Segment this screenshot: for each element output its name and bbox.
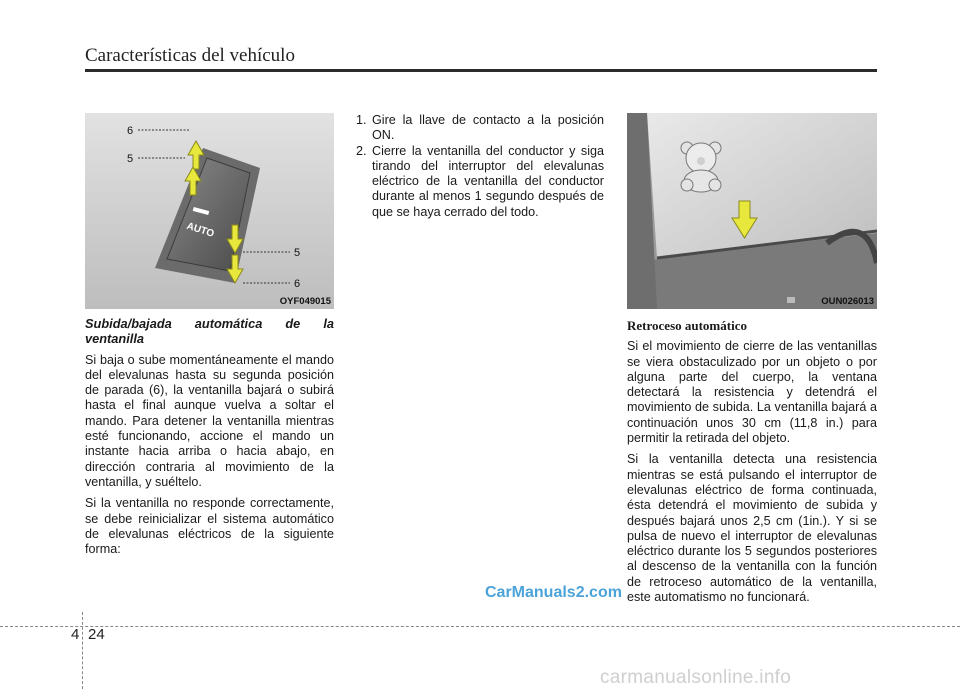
- label-5-bottom: 5: [294, 247, 301, 259]
- reset-steps-list: [356, 113, 604, 220]
- footer-rule: [0, 626, 960, 627]
- section-number: 4: [71, 626, 80, 643]
- window-switch-illustration: [85, 113, 334, 309]
- watermark-link[interactable]: CarManuals2.com: [485, 584, 622, 601]
- step-number: 2.: [356, 143, 367, 158]
- page-number: 24: [88, 626, 105, 643]
- auto-window-subhead: Subida/bajada automática de la ventanilla: [85, 316, 334, 347]
- auto-window-paragraph-1: Si baja o sube momentáneamente el mando del elevalunas hasta su segunda posición de parada (6), la ventanilla bajará o subirá hasta el final aunque vuelva a soltar el mando. Para detener la ventanilla mientras esté funcionando, accione el mando un instante hacia arriba o hacia abajo, en dirección contraria al movimiento de la ventanilla, y suéltelo.: [85, 352, 334, 489]
- figure-code-right: OUN026013: [821, 296, 874, 307]
- auto-reverse-paragraph-1: Si el movimiento de cierre de las ventanillas se viera obstaculizado por un objeto o por alguna parte del cuerpo, la ventana detectará la resistencia y detendrá el movimiento de subida. La ventanilla bajará a continuación unos 30 cm (11,8 in.) para permitir la retirada del objeto.: [627, 339, 877, 446]
- label-6-bottom: 6: [294, 278, 301, 290]
- step-number: 1.: [356, 113, 367, 127]
- header-rule: [85, 69, 877, 72]
- label-5-top: 5: [127, 153, 134, 165]
- car-window-illustration: [627, 113, 877, 309]
- bottom-brand-watermark: carmanualsonline.info: [600, 667, 792, 688]
- auto-reverse-figure: [627, 113, 877, 309]
- left-column: [85, 316, 334, 563]
- figure-code-left: OYF049015: [279, 296, 331, 307]
- auto-reverse-subhead: Retroceso automático: [627, 318, 747, 333]
- step-text: Gire la llave de contacto a la posición ON.: [372, 113, 604, 143]
- page-header-title: Características del vehículo: [85, 45, 295, 66]
- right-column: [627, 318, 877, 611]
- auto-window-paragraph-2: Si la ventanilla no responde correctamente, se debe reinicializar el sistema automático de elevalunas eléctricos de la siguiente forma:: [85, 496, 334, 557]
- label-6-top: 6: [127, 125, 134, 137]
- step-text: Cierre la ventanilla del conductor y siga tirando del interruptor del elevalunas eléctrico de la ventanilla del conductor durante al menos 1 segundo después de que se haya cerrado del todo.: [372, 143, 604, 219]
- list-item: [356, 144, 604, 220]
- footer-divider: [82, 612, 83, 689]
- middle-column: [356, 113, 604, 220]
- window-switch-figure: [85, 113, 334, 309]
- auto-reverse-paragraph-2: Si la ventanilla detecta una resistencia mientras se está pulsando el interruptor de elevalunas eléctrico de forma continuada, ésta detendrá el movimiento de subida y después bajará unos 2,5 cm (1in.). Y si se pulsa de nuevo el interruptor de elevalunas eléctrico durante los 5 segundos posteriores al descenso de la ventanilla con la función de retroceso automático de la ventanilla, este automatismo no funcionará.: [627, 452, 877, 605]
- list-item: [356, 113, 604, 144]
- switch-auto-text: AUTO: [185, 220, 216, 240]
